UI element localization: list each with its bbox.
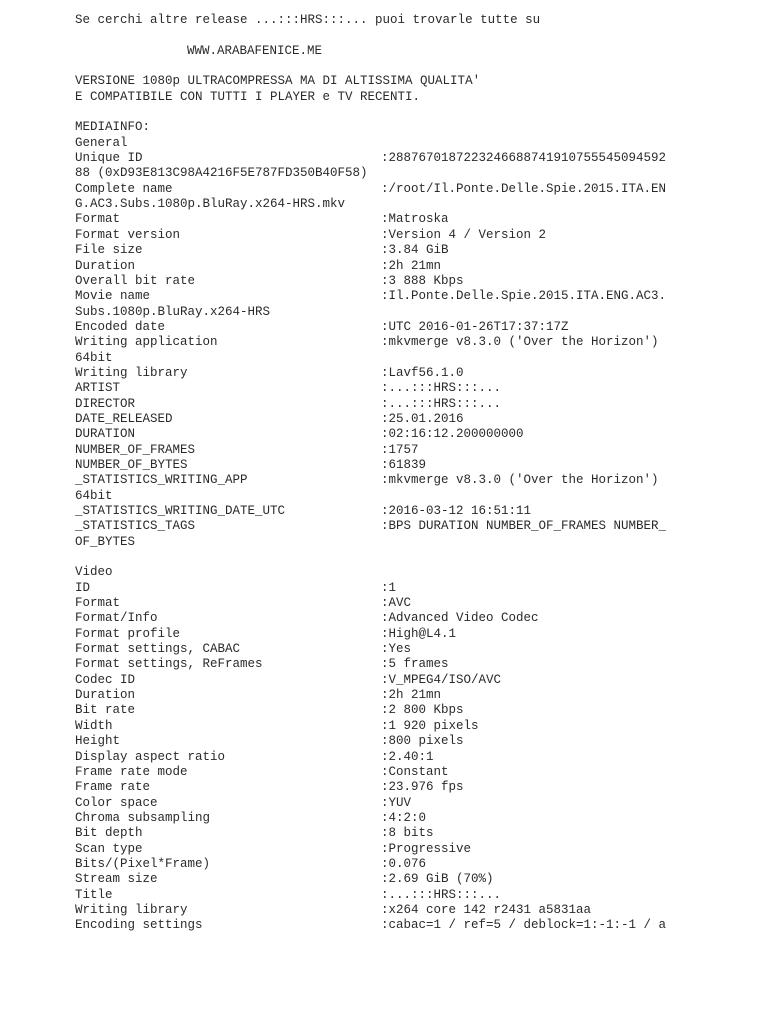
info-value: 02:16:12.200000000	[388, 427, 524, 442]
info-row: ID : 1	[75, 581, 695, 596]
info-key: File size	[75, 243, 143, 258]
info-row: Title : ...:::HRS:::...	[75, 888, 695, 903]
info-row: Display aspect ratio : 2.40:1	[75, 750, 695, 765]
info-value: 4:2:0	[388, 810, 427, 825]
info-row: NUMBER_OF_BYTES : 61839	[75, 458, 695, 473]
info-key: _STATISTICS_WRITING_DATE_UTC	[75, 504, 286, 518]
info-value: BPS DURATION NUMBER_OF_FRAMES NUMBER_	[388, 519, 667, 534]
document-body	[75, 13, 695, 934]
info-value: YUV	[388, 795, 412, 810]
info-value: 8 bits	[388, 826, 434, 841]
video-section-title: Video	[75, 565, 113, 580]
info-value: 2 800 Kbps	[388, 703, 464, 718]
info-key: Writing library	[75, 365, 188, 380]
info-value: cabac=1 / ref=5 / deblock=1:-1:-1 / a	[388, 918, 667, 933]
info-value: 800 pixels	[388, 734, 464, 749]
info-value: /root/Il.Ponte.Delle.Spie.2015.ITA.EN	[388, 181, 667, 196]
info-value: 25.01.2016	[388, 411, 464, 426]
description-line-2: E COMPATIBILE CON TUTTI I PLAYER e TV RECENTI.	[75, 89, 421, 104]
info-value: 0.076	[388, 856, 427, 871]
info-key: Frame rate	[75, 780, 151, 795]
info-key: Bit depth	[75, 826, 143, 841]
video-info-table	[75, 581, 695, 934]
info-value-continuation: OF_BYTES	[75, 534, 136, 549]
info-row: Height : 800 pixels	[75, 734, 695, 749]
info-key: Scan type	[75, 841, 143, 856]
info-row: Movie name : Il.Ponte.Delle.Spie.2015.ITA.ENG.AC3.	[75, 289, 695, 304]
website-link[interactable]: WWW.ARABAFENICE.ME	[187, 43, 323, 58]
info-value: ...:::HRS:::...	[388, 887, 502, 902]
info-key: Chroma subsampling	[75, 810, 211, 825]
info-key: Duration	[75, 258, 136, 273]
info-key: Format settings, CABAC	[75, 642, 241, 657]
info-row: Frame rate mode : Constant	[75, 765, 695, 780]
info-key: Movie name	[75, 289, 151, 304]
info-value: ...:::HRS:::...	[388, 396, 502, 411]
info-row: Complete name : /root/Il.Ponte.Delle.Spie.2015.ITA.EN	[75, 182, 695, 197]
info-key: Height	[75, 734, 121, 749]
info-row: Writing library : x264 core 142 r2431 a5831aa	[75, 903, 695, 918]
info-key: _STATISTICS_WRITING_APP	[75, 473, 248, 488]
info-value: Progressive	[388, 841, 472, 856]
info-value-continuation: Subs.1080p.BluRay.x264-HRS	[75, 304, 271, 319]
info-row: Frame rate : 23.976 fps	[75, 780, 695, 795]
mediainfo-label: MEDIAINFO:	[75, 120, 151, 135]
info-row: Format/Info : Advanced Video Codec	[75, 611, 695, 626]
info-row: Format version : Version 4 / Version 2	[75, 228, 695, 243]
info-row: Format settings, ReFrames : 5 frames	[75, 657, 695, 672]
info-row: Color space : YUV	[75, 796, 695, 811]
info-key: Encoding settings	[75, 918, 203, 933]
info-value: 23.976 fps	[388, 780, 464, 795]
info-value: UTC 2016-01-26T17:37:17Z	[388, 319, 569, 334]
info-value: Version 4 / Version 2	[388, 227, 547, 242]
info-row: Overall bit rate : 3 888 Kbps	[75, 274, 695, 289]
info-value-continuation: G.AC3.Subs.1080p.BluRay.x264-HRS.mkv	[75, 197, 346, 212]
info-key: Overall bit rate	[75, 273, 196, 288]
info-row: Codec ID : V_MPEG4/ISO/AVC	[75, 673, 695, 688]
info-row: NUMBER_OF_FRAMES : 1757	[75, 443, 695, 458]
info-row: Bit rate : 2 800 Kbps	[75, 703, 695, 718]
info-row: DATE_RELEASED : 25.01.2016	[75, 412, 695, 427]
info-row: Bit depth : 8 bits	[75, 826, 695, 841]
info-row: Writing library : Lavf56.1.0	[75, 366, 695, 381]
info-value: 5 frames	[388, 657, 449, 672]
info-key: Format	[75, 596, 121, 611]
info-value: 1	[388, 580, 397, 595]
info-row: _STATISTICS_TAGS : BPS DURATION NUMBER_OF_FRAMES NUMBER_	[75, 519, 695, 534]
info-row: _STATISTICS_WRITING_DATE_UTC : 2016-03-12 16:51:11	[75, 504, 695, 519]
info-key: NUMBER_OF_BYTES	[75, 457, 188, 472]
info-row: Encoded date : UTC 2016-01-26T17:37:17Z	[75, 320, 695, 335]
info-key: Width	[75, 718, 113, 733]
info-key: _STATISTICS_TAGS	[75, 519, 196, 534]
description-line-1: VERSIONE 1080p ULTRACOMPRESSA MA DI ALTISSIMA QUALITA'	[75, 74, 481, 89]
info-key: Encoded date	[75, 319, 166, 334]
info-row: Bits/(Pixel*Frame) : 0.076	[75, 857, 695, 872]
info-value-continuation: 88 (0xD93E813C98A4216F5E787FD350B40F58)	[75, 166, 368, 181]
info-value: High@L4.1	[388, 626, 457, 641]
info-value: 2.69 GiB (70%)	[388, 872, 494, 887]
info-key: Format profile	[75, 626, 181, 641]
info-value: 3 888 Kbps	[388, 273, 464, 288]
info-row: Stream size : 2.69 GiB (70%)	[75, 872, 695, 887]
info-value: 2.40:1	[388, 749, 434, 764]
info-value: 61839	[388, 457, 427, 472]
info-row: Width : 1 920 pixels	[75, 719, 695, 734]
info-row: Chroma subsampling : 4:2:0	[75, 811, 695, 826]
info-value-continuation: 64bit	[75, 350, 113, 365]
info-key: Format settings, ReFrames	[75, 657, 263, 672]
info-key: Title	[75, 887, 113, 902]
info-key: Complete name	[75, 181, 173, 196]
info-row: Format : Matroska	[75, 212, 695, 227]
info-value: 3.84 GiB	[388, 243, 449, 258]
info-key: Bit rate	[75, 703, 136, 718]
info-value: Constant	[388, 764, 449, 779]
info-value: V_MPEG4/ISO/AVC	[388, 672, 502, 687]
info-row: DIRECTOR : ...:::HRS:::...	[75, 397, 695, 412]
info-value-continuation: 64bit	[75, 488, 113, 503]
info-value: AVC	[388, 596, 412, 611]
info-key: ID	[75, 580, 91, 595]
info-key: Codec ID	[75, 672, 136, 687]
info-value: ...:::HRS:::...	[388, 381, 502, 396]
info-value: Matroska	[388, 212, 449, 227]
intro-line: Se cerchi altre release ...:::HRS:::... puoi trovarle tutte su	[75, 13, 541, 27]
info-value: Yes	[388, 642, 412, 657]
info-value: mkvmerge v8.3.0 ('Over the Horizon')	[388, 473, 659, 488]
info-key: ARTIST	[75, 381, 121, 396]
info-value: 1757	[388, 442, 419, 457]
info-key: DATE_RELEASED	[75, 411, 173, 426]
info-row: Duration : 2h 21mn	[75, 688, 695, 703]
info-row: Writing application : mkvmerge v8.3.0 ('Over the Horizon')	[75, 335, 695, 350]
info-key: Format version	[75, 227, 181, 242]
info-key: Duration	[75, 688, 136, 703]
info-value: Advanced Video Codec	[388, 611, 539, 626]
info-key: NUMBER_OF_FRAMES	[75, 442, 196, 457]
info-row: ARTIST : ...:::HRS:::...	[75, 381, 695, 396]
info-key: Display aspect ratio	[75, 749, 226, 764]
info-value: mkvmerge v8.3.0 ('Over the Horizon')	[388, 335, 659, 350]
info-row: File size : 3.84 GiB	[75, 243, 695, 258]
info-row: Duration : 2h 21mn	[75, 259, 695, 274]
info-key: Stream size	[75, 872, 158, 887]
info-row: Format profile : High@L4.1	[75, 627, 695, 642]
info-value: 2h 21mn	[388, 688, 442, 703]
info-row: Format settings, CABAC : Yes	[75, 642, 695, 657]
info-row: _STATISTICS_WRITING_APP : mkvmerge v8.3.0 ('Over the Horizon')	[75, 473, 695, 488]
info-value: 2h 21mn	[388, 258, 442, 273]
info-row: Encoding settings : cabac=1 / ref=5 / deblock=1:-1:-1 / a	[75, 918, 695, 933]
info-row: DURATION : 02:16:12.200000000	[75, 427, 695, 442]
info-key: Format	[75, 212, 121, 227]
info-row: Format : AVC	[75, 596, 695, 611]
info-key: Writing library	[75, 902, 188, 917]
info-value: 1 920 pixels	[388, 718, 479, 733]
info-key: Bits/(Pixel*Frame)	[75, 856, 211, 871]
info-value: 2887670187223246688741910755545094592	[388, 151, 667, 166]
info-value: x264 core 142 r2431 a5831aa	[388, 902, 592, 917]
info-value: 2016-03-12 16:51:11	[388, 504, 532, 518]
info-key: Color space	[75, 795, 158, 810]
info-key: Writing application	[75, 335, 218, 350]
info-row: Unique ID : 2887670187223246688741910755545094592	[75, 151, 695, 166]
info-value: Il.Ponte.Delle.Spie.2015.ITA.ENG.AC3.	[388, 289, 667, 304]
info-key: Unique ID	[75, 151, 143, 166]
general-section-title: General	[75, 135, 128, 150]
general-info-table	[75, 151, 695, 550]
info-value: Lavf56.1.0	[388, 365, 464, 380]
info-key: Frame rate mode	[75, 764, 188, 779]
info-key: Format/Info	[75, 611, 158, 626]
info-row: Scan type : Progressive	[75, 842, 695, 857]
info-key: DURATION	[75, 427, 136, 442]
info-key: DIRECTOR	[75, 396, 136, 411]
